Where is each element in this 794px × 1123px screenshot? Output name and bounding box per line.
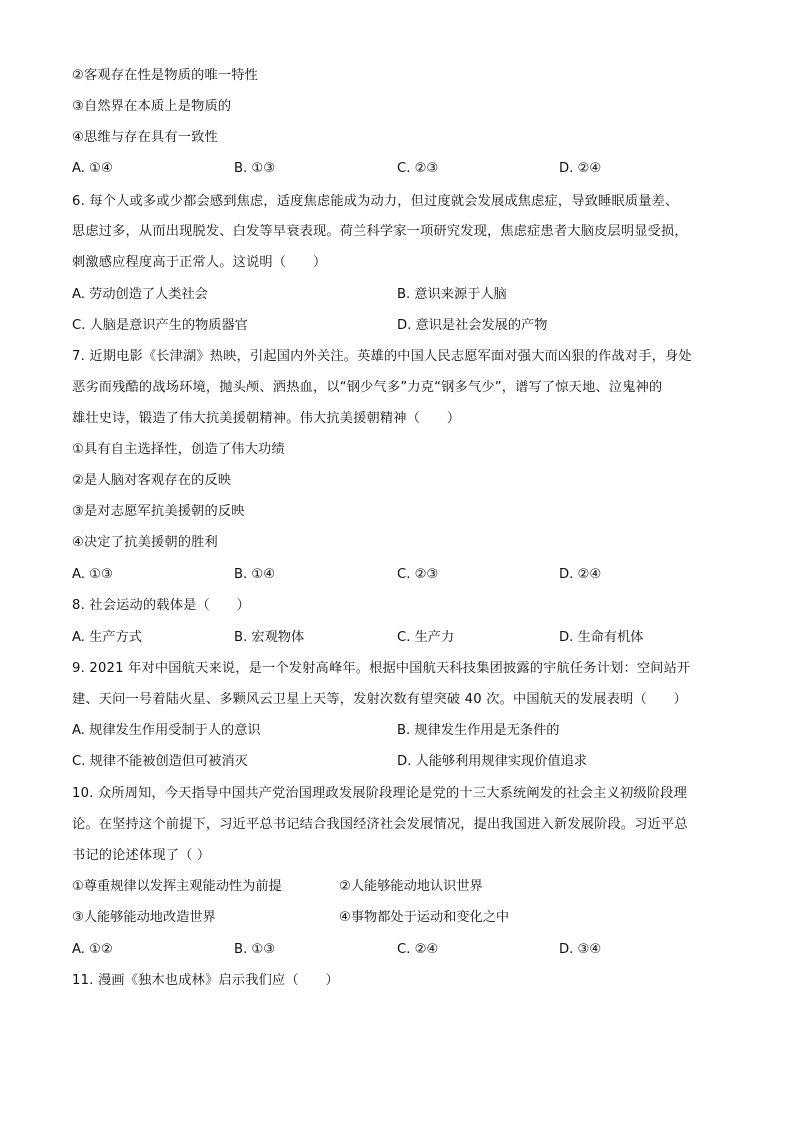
q10-option-d: D. ③④ [559,942,602,957]
statement-line: ④思维与存在具有一致性 [72,130,218,145]
question-6-text: 刺激感应程度高于正常人。这说明（ ） [72,255,327,270]
statement-line: ④事物都处于运动和变化之中 [339,910,510,925]
statement-line: ③自然界在本质上是物质的 [72,99,232,114]
q8-option-d: D. 生命有机体 [559,630,644,645]
q6-option-a: A. 劳动创造了人类社会 [72,287,208,302]
question-7-text: 雄壮史诗，锻造了伟大抗美援朝精神。伟大抗美援朝精神（ ） [72,411,461,426]
statement-line: ③是对志愿军抗美援朝的反映 [72,504,245,519]
question-7-text: 恶劣而残酷的战场环境，抛头颅、洒热血，以“钢少气多”力克“钢多气少”，谱写了惊天地、泣鬼神的 [72,380,663,395]
q7-option-c: C. ②③ [397,567,439,582]
q8-option-b: B. 宏观物体 [234,630,305,645]
q5-option-a: A. ①④ [72,161,113,176]
q5-option-d: D. ②④ [559,161,602,176]
q9-option-d: D. 人能够利用规律实现价值追求 [397,754,587,769]
statement-line: ④决定了抗美援朝的胜利 [72,535,218,550]
question-11-text: 11. 漫画《独木也成林》启示我们应（ ） [72,973,339,988]
question-9-text: 9. 2021 年对中国航天来说，是一个发射高峰年。根据中国航天科技集团披露的宇航任务计划：空间站开 [72,661,691,676]
q8-option-c: C. 生产力 [397,630,455,645]
q7-option-d: D. ②④ [559,567,602,582]
statement-line: ①尊重规律以发挥主观能动性为前提 [72,879,282,894]
statement-line: ①具有自主选择性，创造了伟大功绩 [72,442,285,457]
statement-line: ②客观存在性是物质的唯一特性 [72,68,259,83]
question-6-text: 思虑过多，从而出现脱发、白发等早衰表现。荷兰科学家一项研究发现，焦虑症患者大脑皮层明显受损， [72,224,688,239]
q9-option-c: C. 规律不能被创造但可被消灭 [72,754,248,769]
statement-line: ③人能够能动地改造世界 [72,910,216,925]
question-9-text: 建、天问一号着陆火星、多颗风云卫星上天等，发射次数有望突破 40 次。中国航天的发展表明（ ） [72,692,688,707]
question-8-text: 8. 社会运动的载体是（ ） [72,598,251,613]
q5-option-c: C. ②③ [397,161,439,176]
question-10-text: 论。在坚持这个前提下，习近平总书记结合我国经济社会发展情况，提出我国进入新发展阶段。习近平总 [72,817,688,832]
q10-option-b: B. ①③ [234,942,276,957]
q7-option-a: A. ①③ [72,567,113,582]
q9-option-b: B. 规律发生作用是无条件的 [397,723,560,738]
q6-option-b: B. 意识来源于人脑 [397,287,507,302]
question-7-text: 7. 近期电影《长津湖》热映，引起国内外关注。英雄的中国人民志愿军面对强大而凶狠的作战对手，身处 [72,349,692,364]
q6-option-c: C. 人脑是意识产生的物质器官 [72,318,248,333]
q6-option-d: D. 意识是社会发展的产物 [397,318,548,333]
statement-line: ②是人脑对客观存在的反映 [72,473,232,488]
question-10-text: 10. 众所周知，今天指导中国共产党治国理政发展阶段理论是党的十三大系统阐发的社会主义初级阶段理 [72,786,688,801]
question-10-text: 书记的论述体现了（ ） [72,848,211,863]
q8-option-a: A. 生产方式 [72,630,142,645]
q5-option-b: B. ①③ [234,161,276,176]
statement-line: ②人能够能动地认识世界 [339,879,483,894]
question-6-text: 6. 每个人或多或少都会感到焦虑，适度焦虑能成为动力，但过度就会发展成焦虑症，导致睡眠质量差、 [72,194,679,209]
q10-option-c: C. ②④ [397,942,439,957]
q9-option-a: A. 规律发生作用受制于人的意识 [72,723,261,738]
q7-option-b: B. ①④ [234,567,276,582]
q10-option-a: A. ①② [72,942,113,957]
